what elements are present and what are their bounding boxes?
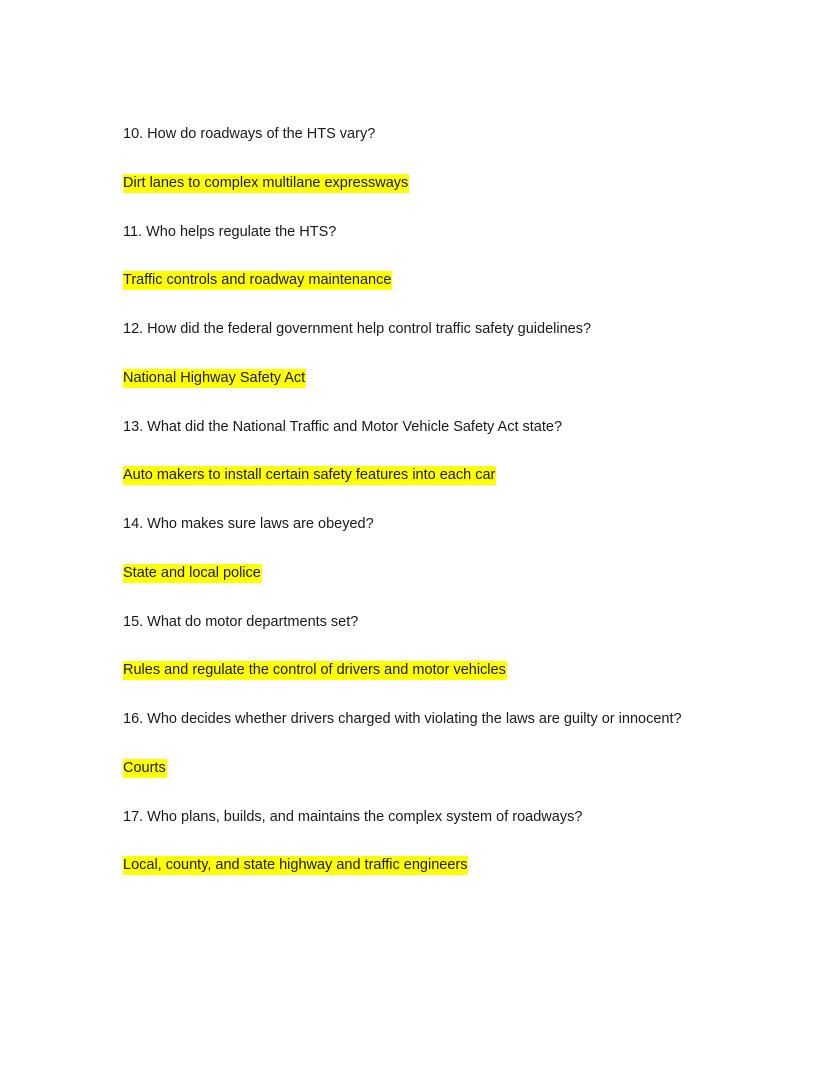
qa-item-10 [123,122,763,195]
highlighted-answer [123,561,763,585]
qa-item-14 [123,512,763,585]
highlighted-answer [123,853,763,877]
question-text: 15. What do motor departments set? [123,613,359,630]
question-text: 11. Who helps regulate the HTS? [123,223,337,240]
qa-item-17 [123,805,763,878]
highlighted-answer [123,463,763,487]
answer-text: Traffic controls and roadway maintenance [123,272,392,289]
highlighted-answer [123,756,763,780]
qa-item-13 [123,415,763,488]
answer-text: Auto makers to install certain safety features into each car [123,467,496,484]
question-text: 14. Who makes sure laws are obeyed? [123,516,374,532]
question-text: 17. Who plans, builds, and maintains the complex system of roadways? [123,808,583,825]
answer-text: National Highway Safety Act [123,369,306,386]
qa-item-16 [123,707,763,780]
answer-text: Dirt lanes to complex multilane expressways [123,174,409,191]
highlighted-answer [123,171,763,195]
question-answer-list [123,122,763,902]
answer-text: Courts [123,759,166,776]
answer-text: Rules and regulate the control of drivers and motor vehicles [123,662,506,679]
question-text: 16. Who decides whether drivers charged with violating the laws are guilty or innocent? [123,711,682,727]
answer-text: Local, county, and state highway and traffic engineers [123,857,468,874]
qa-item-12 [123,317,763,390]
question-text: 10. How do roadways of the HTS vary? [123,126,376,142]
highlighted-answer [123,366,763,390]
question-text: 12. How did the federal government help control traffic safety guidelines? [123,321,592,337]
highlighted-answer [123,658,763,682]
answer-text: State and local police [123,564,261,581]
qa-item-15 [123,610,763,683]
highlighted-answer [123,268,763,292]
question-text: 13. What did the National Traffic and Motor Vehicle Safety Act state? [123,418,563,435]
qa-item-11 [123,220,763,293]
